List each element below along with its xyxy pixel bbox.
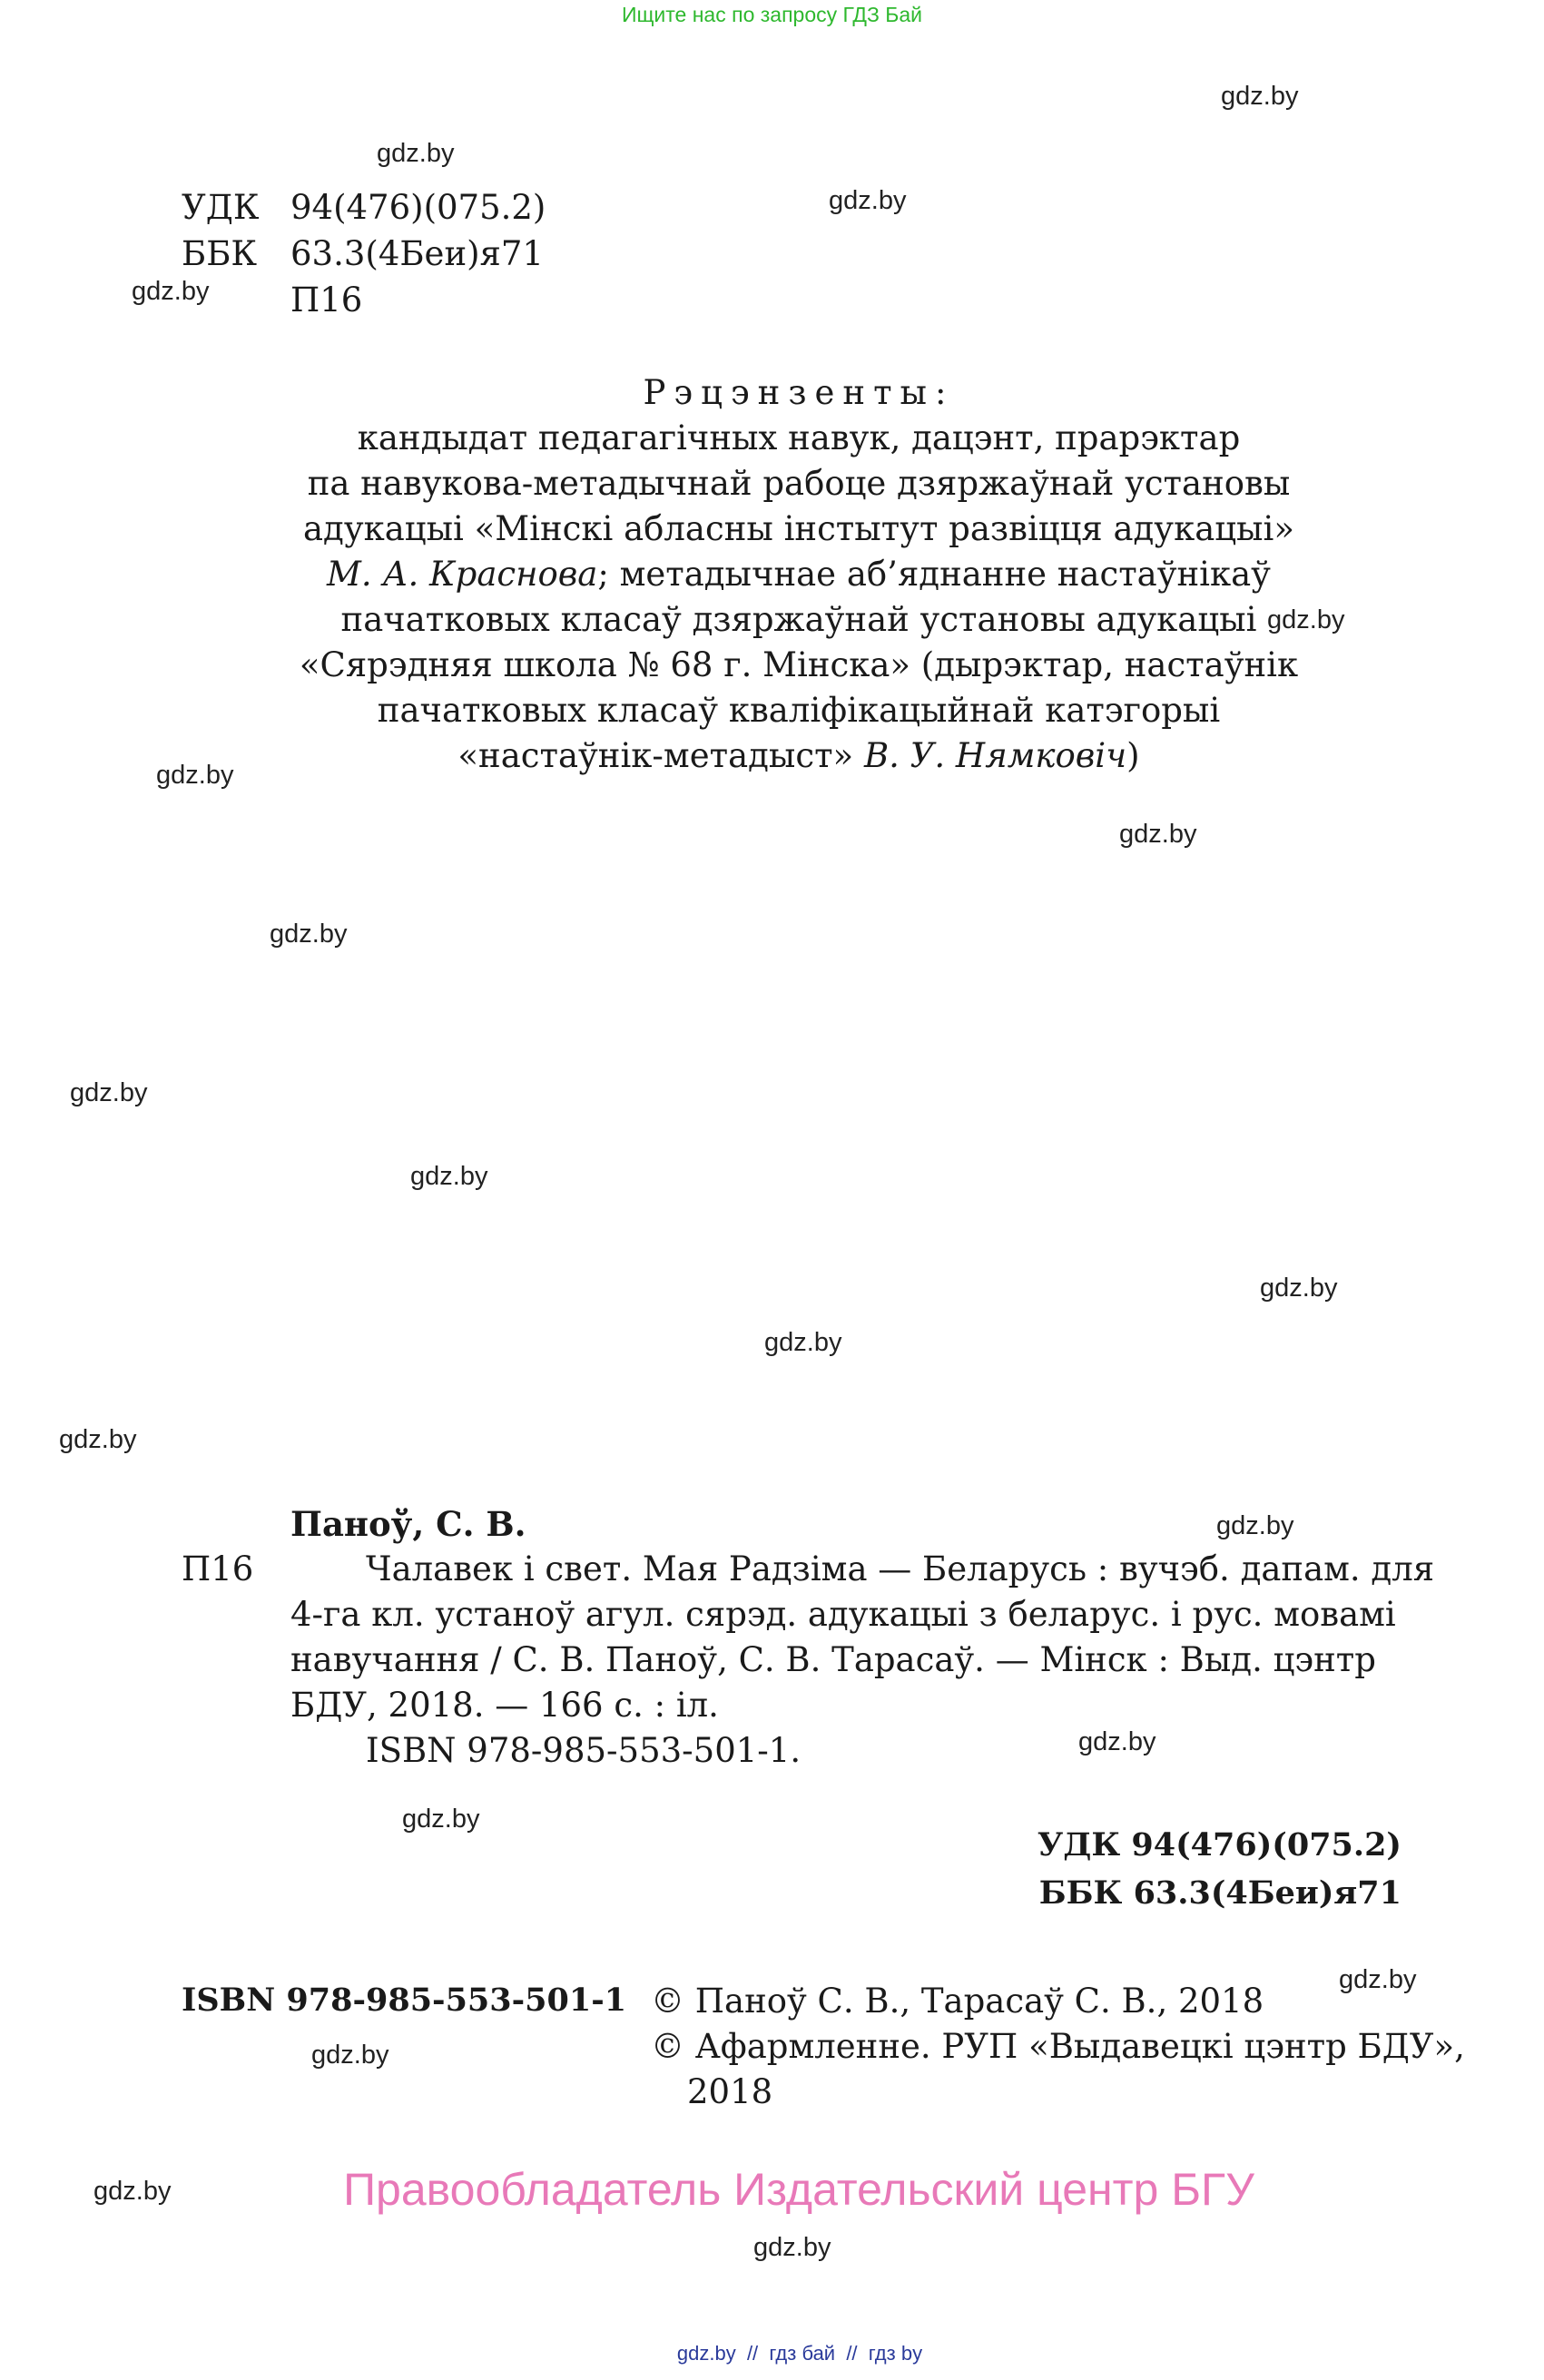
watermark: gdz.by xyxy=(410,1162,488,1191)
watermark: gdz.by xyxy=(59,1425,137,1454)
record-isbn: ISBN 978-985-553-501-1. xyxy=(366,1731,802,1770)
watermark: gdz.by xyxy=(377,139,455,168)
watermark: gdz.by xyxy=(1216,1511,1294,1540)
reviewer-line: кандыдат педагагічных навук, дацэнт, прарэктар xyxy=(357,418,1241,457)
rights-holder: Правообладатель Издательский центр БГУ xyxy=(343,2164,1254,2215)
reviewer-line: «настаўнік-метадыст» В. У. Нямковіч) xyxy=(457,736,1140,775)
watermark: gdz.by xyxy=(764,1328,842,1357)
record-line: навучання / С. В. Паноў, С. В. Тарасаў. — Мінск : Выд. цэнтр xyxy=(290,1640,1376,1679)
bbk-label: ББК xyxy=(182,234,258,273)
bbk-code: ББК 63.3(4Беи)я71 xyxy=(1038,1874,1401,1912)
watermark: gdz.by xyxy=(1267,605,1345,634)
watermark: gdz.by xyxy=(1260,1274,1338,1303)
record-mark: П16 xyxy=(182,1549,254,1588)
record-author: Паноў, С. В. xyxy=(290,1504,526,1544)
footer-links[interactable]: gdz.by // гдз бай // гдз by xyxy=(676,2342,923,2365)
copyright-line: 2018 xyxy=(687,2072,773,2111)
reviewer-line: па навукова-метадычнай рабоце дзяржаўнай установы xyxy=(307,464,1291,503)
reviewer-line: адукацыі «Мінскі абласны інстытут развіцця адукацыі» xyxy=(303,509,1294,548)
watermark: gdz.by xyxy=(311,2041,389,2070)
bbk-value: 63.3(4Беи)я71 xyxy=(290,234,544,273)
record-line: 4-га кл. устаноў агул. сярэд. адукацыі з беларус. і рус. мовамі xyxy=(290,1595,1396,1634)
reviewers-heading: Рэцэнзенты: xyxy=(643,373,955,412)
reviewer-name: М. А. Краснова xyxy=(327,555,598,594)
copyright-line: © Афармленне. РУП «Выдавецкі цэнтр БДУ», xyxy=(651,2027,1465,2066)
record-line: Чалавек і свет. Мая Радзіма — Беларусь : вучэб. дапам. для xyxy=(366,1549,1435,1588)
watermark: gdz.by xyxy=(156,761,234,790)
udk-code: УДК 94(476)(075.2) xyxy=(1037,1826,1401,1864)
reviewer-name: В. У. Нямковіч xyxy=(863,736,1127,775)
copyright-line: © Паноў С. В., Тарасаў С. В., 2018 xyxy=(651,1982,1264,2021)
record-line: БДУ, 2018. — 166 с. : іл. xyxy=(290,1686,719,1725)
watermark: gdz.by xyxy=(829,186,907,215)
udk-label: УДК xyxy=(182,188,260,227)
watermark: gdz.by xyxy=(1119,820,1197,849)
author-mark: П16 xyxy=(290,280,363,320)
watermark: gdz.by xyxy=(1221,82,1299,111)
watermark: gdz.by xyxy=(132,277,210,306)
watermark: gdz.by xyxy=(270,920,348,949)
watermark: gdz.by xyxy=(1339,1965,1417,1994)
reviewer-line: «Сярэдняя школа № 68 г. Мінска» (дырэктар, настаўнік xyxy=(299,645,1299,684)
watermark: gdz.by xyxy=(753,2233,831,2262)
copyright-isbn: ISBN 978-985-553-501-1 xyxy=(182,1982,627,2019)
top-banner[interactable]: Ищите нас по запросу ГДЗ Бай xyxy=(621,3,923,26)
watermark: gdz.by xyxy=(93,2177,172,2206)
watermark: gdz.by xyxy=(402,1805,480,1834)
udk-value: 94(476)(075.2) xyxy=(290,188,546,227)
watermark: gdz.by xyxy=(70,1078,148,1107)
watermark: gdz.by xyxy=(1078,1727,1156,1756)
reviewers-block xyxy=(0,370,1544,779)
reviewer-line: М. А. Краснова; метадычнае аб’яднанне настаўнікаў xyxy=(327,555,1271,594)
reviewer-line: пачатковых класаў кваліфікацыйнай катэгорыі xyxy=(377,691,1221,730)
reviewer-line: пачатковых класаў дзяржаўнай установы адукацыі xyxy=(340,600,1257,639)
